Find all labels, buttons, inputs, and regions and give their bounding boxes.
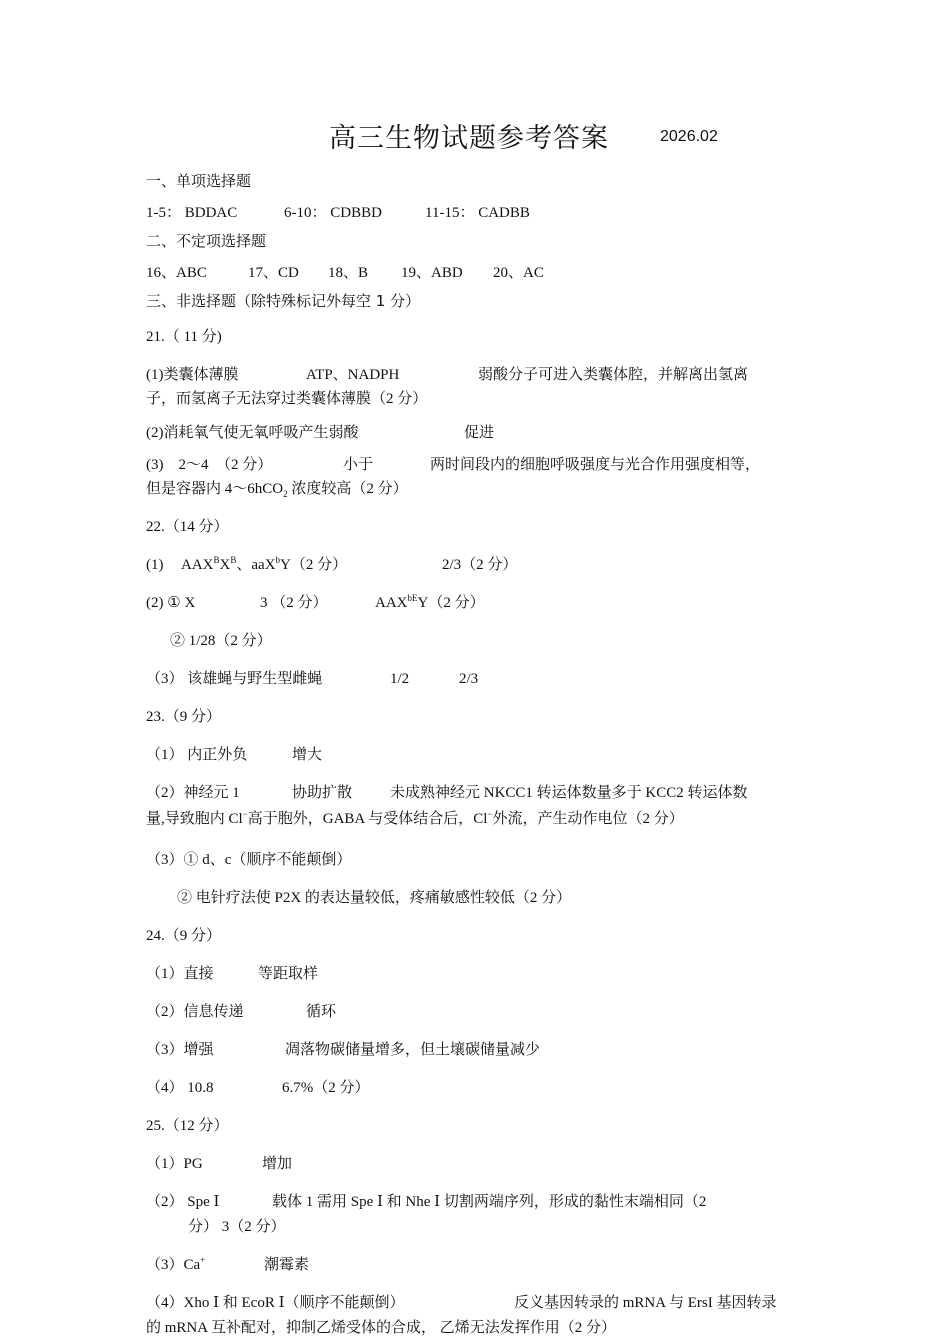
q22-p2-text-2: Y（2 分） bbox=[417, 595, 485, 611]
q21-p3-answer-a: (3) 2～4 （2 分） bbox=[146, 457, 273, 473]
q22-p1-sup-1: B bbox=[213, 555, 220, 565]
q21-p1-answer-c: 弱酸分子可进入类囊体腔，并解离出氢离 bbox=[478, 367, 749, 383]
q22-part2 bbox=[146, 591, 485, 612]
answer-19: 19、ABD bbox=[401, 265, 463, 281]
q24-heading: 24.（9 分） bbox=[146, 928, 222, 944]
exam-date: 2026.02 bbox=[660, 128, 718, 145]
q22-heading: 22.（14 分） bbox=[146, 519, 229, 535]
q22-p1-sup-2: B bbox=[230, 555, 237, 565]
q21-p3-subscript: 2 bbox=[283, 489, 288, 499]
q23-p2-sup-2: − bbox=[487, 809, 493, 819]
q22-p3-answer-b: 1/2 bbox=[390, 671, 410, 687]
q23-part2-line2 bbox=[146, 807, 684, 828]
answer-group-6-10: 6-10： CDBBD bbox=[284, 205, 382, 221]
q23-p2-answer-a: （2）神经元 1 bbox=[146, 785, 240, 801]
answer-18: 18、B bbox=[328, 265, 369, 281]
q21-p3-answer-c: 两时间段内的细胞呼吸强度与光合作用强度相等， bbox=[430, 457, 761, 473]
q24-p2-answer-b: 循环 bbox=[306, 1004, 337, 1020]
q25-p3-answer-b: 潮霉素 bbox=[264, 1257, 310, 1273]
q22-p1-sup-3: b bbox=[275, 555, 281, 565]
q23-heading: 23.（9 分） bbox=[146, 709, 222, 725]
q23-p2-answer-c: 未成熟神经元 NKCC1 转运体数量多于 KCC2 转运体数 bbox=[390, 785, 748, 801]
q25-part1 bbox=[146, 1152, 292, 1173]
q21-part2 bbox=[146, 421, 494, 442]
q24-p3-answer-a: （3）增强 bbox=[146, 1042, 214, 1058]
q23-p1-answer-a: （1） 内正外负 bbox=[146, 747, 248, 763]
q25-part2-line2: 分） 3（2 分） bbox=[188, 1219, 286, 1235]
answer-16: 16、ABC bbox=[146, 265, 207, 281]
page-title: 高三生物试题参考答案 bbox=[329, 123, 609, 154]
q24-part3 bbox=[146, 1038, 540, 1059]
section-heading-single-choice: 一、单项选择题 bbox=[146, 172, 252, 190]
q25-heading: 25.（12 分） bbox=[146, 1118, 229, 1134]
q25-p1-answer-b: 增加 bbox=[262, 1156, 293, 1172]
q22-p1-answer-a bbox=[181, 553, 442, 574]
q22-p1-text-2: X bbox=[219, 557, 231, 573]
q22-p2-answer-b: 3 （2 分） bbox=[260, 595, 328, 611]
multi-choice-answers bbox=[146, 261, 544, 282]
q21-p3-answer-b: 小于 bbox=[343, 457, 374, 473]
q21-p2-answer-a: (2)消耗氧气使无氧呼吸产生弱酸 bbox=[146, 425, 359, 441]
q22-p2-answer-a: (2) ① X bbox=[146, 595, 196, 611]
q25-p1-answer-a: （1）PG bbox=[146, 1156, 203, 1172]
q23-p2-text-2: 高于胞外，GABA 与受体结合后，Cl bbox=[247, 811, 488, 827]
section-heading-free-response: 三、非选择题（除特殊标记外每空 1 分） bbox=[146, 292, 421, 310]
q21-p3-text-a: 但是容器内 4～6hCO bbox=[146, 481, 284, 497]
answer-group-1-5: 1-5： BDDAC bbox=[146, 205, 238, 221]
q22-p3-answer-c: 2/3 bbox=[459, 671, 479, 687]
answer-20: 20、AC bbox=[493, 265, 544, 281]
q23-part1 bbox=[146, 743, 322, 764]
q23-part3-sub1: （3）① d、c（顺序不能颠倒） bbox=[146, 852, 352, 868]
q25-p2-answer-a: （2） Spe Ⅰ bbox=[146, 1194, 220, 1210]
q25-p3-text: （3）Ca bbox=[146, 1257, 201, 1273]
q25-p2-answer-b: 载体 1 需用 Spe Ⅰ 和 Nhe Ⅰ 切割两端序列，形成的黏性末端相同（2 bbox=[272, 1194, 707, 1210]
q23-part2-line1 bbox=[146, 781, 748, 802]
q21-part1-line2: 子，而氢离子无法穿过类囊体薄膜（2 分） bbox=[146, 391, 428, 407]
q23-p1-answer-b: 增大 bbox=[292, 747, 323, 763]
q23-p2-text-1: 量,导致胞内 Cl bbox=[146, 811, 243, 827]
q23-p2-answer-b: 协助扩散 bbox=[292, 785, 353, 801]
q24-part4 bbox=[146, 1076, 370, 1097]
q23-p2-text-3: 外流，产生动作电位（2 分） bbox=[492, 811, 684, 827]
section-heading-multi-choice: 二、不定项选择题 bbox=[146, 232, 267, 250]
q21-p1-answer-a: (1)类囊体薄膜 bbox=[146, 367, 239, 383]
q24-p4-answer-a: （4） 10.8 bbox=[146, 1080, 214, 1096]
title-row bbox=[0, 116, 950, 156]
q22-p3-answer-a: （3） 该雄蝇与野生型雌蝇 bbox=[146, 671, 323, 687]
q22-p1-text-1: AAX bbox=[181, 557, 214, 573]
q25-p4-answer-b: 反义基因转录的 mRNA 与 ErsI 基因转录 bbox=[514, 1295, 777, 1311]
q24-part1 bbox=[146, 962, 318, 983]
q21-part3-line1 bbox=[146, 453, 760, 474]
q22-p1-answer-b: 2/3（2 分） bbox=[442, 557, 518, 573]
q21-part3-line2 bbox=[146, 477, 408, 498]
q25-part3 bbox=[146, 1253, 309, 1274]
q25-p3-sup: + bbox=[200, 1255, 206, 1265]
q23-part3-sub2: ② 电针疗法使 P2X 的表达量较低，疼痛敏感性较低（2 分） bbox=[177, 890, 572, 906]
q21-p2-answer-b: 促进 bbox=[464, 425, 495, 441]
q24-p1-answer-a: （1）直接 bbox=[146, 966, 214, 982]
q23-p2-sup-1: − bbox=[242, 809, 248, 819]
q22-p2-answer-c bbox=[375, 591, 485, 612]
q22-part2-sub2: ② 1/28（2 分） bbox=[170, 633, 272, 649]
q25-part4-line1 bbox=[146, 1291, 777, 1312]
q21-p3-text-b: 浓度较高（2 分） bbox=[287, 481, 408, 497]
q22-p1-label: (1) bbox=[146, 557, 164, 573]
q22-p2-sup-1: bE bbox=[407, 593, 418, 603]
single-choice-answers bbox=[146, 201, 530, 222]
q21-part1-line1 bbox=[146, 363, 748, 384]
q24-part2 bbox=[146, 1000, 336, 1021]
q25-p3-answer-a bbox=[146, 1253, 264, 1274]
q24-p1-answer-b: 等距取样 bbox=[258, 966, 319, 982]
q25-p4-answer-a: （4）Xho Ⅰ 和 EcoR Ⅰ（顺序不能颠倒） bbox=[146, 1295, 405, 1311]
q24-p3-answer-b: 凋落物碳储量增多，但土壤碳储量减少 bbox=[285, 1042, 541, 1058]
q22-part1 bbox=[146, 553, 517, 574]
q22-p1-text-4: Y（2 分） bbox=[280, 557, 348, 573]
q24-p2-answer-a: （2）信息传递 bbox=[146, 1004, 244, 1020]
q22-p2-text-1: AAX bbox=[375, 595, 408, 611]
q21-p1-answer-b: ATP、NADPH bbox=[306, 367, 400, 383]
q21-heading: 21.（ 11 分) bbox=[146, 329, 222, 345]
q25-part2-line1 bbox=[146, 1190, 706, 1211]
answer-group-11-15: 11-15： CADBB bbox=[425, 205, 530, 221]
q22-part3 bbox=[146, 667, 478, 688]
answer-17: 17、CD bbox=[248, 265, 299, 281]
q25-part4-line2: 的 mRNA 互补配对，抑制乙烯受体的合成， 乙烯无法发挥作用（2 分） bbox=[146, 1320, 617, 1336]
q22-p1-text-3: 、aaX bbox=[236, 557, 276, 573]
q24-p4-answer-b: 6.7%（2 分） bbox=[282, 1080, 370, 1096]
